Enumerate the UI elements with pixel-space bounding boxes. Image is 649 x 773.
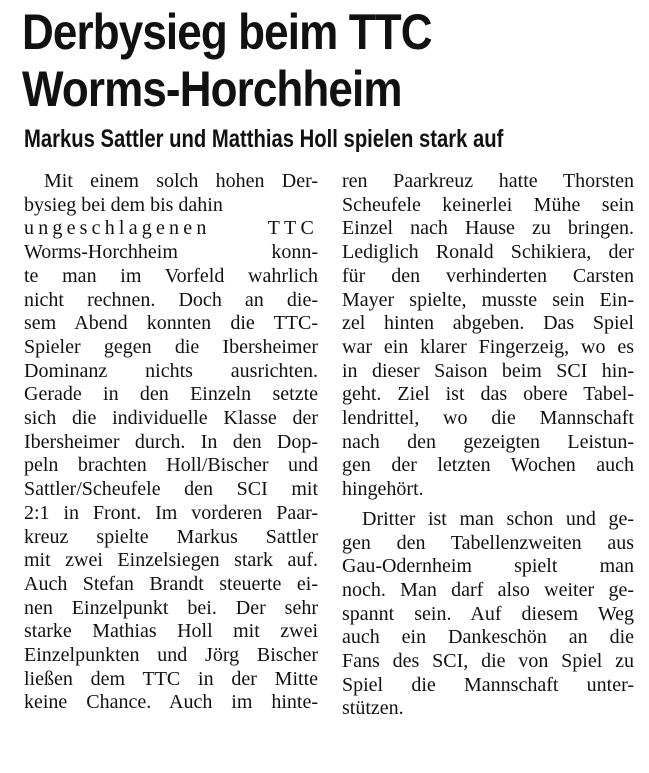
- text-line: te man im Vorfeld wahrlich: [24, 264, 318, 287]
- text-line: Mit einem solch hohen Der-: [44, 170, 318, 192]
- text-line: sich die individuelle Klasse der: [24, 407, 318, 430]
- text-line: ungeschlagenen TTC: [24, 217, 318, 240]
- text-line: Ibersheimer durch. In den Dop-: [24, 430, 318, 453]
- text-line: mit zwei Einzelsiegen stark auf.: [24, 549, 318, 572]
- headline-line: Worms-Horchheim: [22, 61, 402, 117]
- text-line: sem Abend konnten die TTC-: [24, 312, 318, 335]
- text-line: nen Einzelpunkt bei. Der sehr: [24, 596, 318, 619]
- headline: [22, 4, 568, 118]
- text-line: in dieser Saison beim SCI hin-: [342, 359, 634, 382]
- text-line: Mayer spielte, musste sein Ein-: [342, 288, 634, 311]
- subheadline: Markus Sattler und Matthias Holl spielen stark auf: [24, 125, 504, 153]
- text-line: Einzelpunkten und Jörg Bischer: [24, 644, 318, 667]
- text-line: Scheufele keinerlei Mühe sein: [342, 193, 634, 216]
- text-line: Gau-Odernheim spielt man: [342, 555, 634, 578]
- text-line: Dritter ist man schon und ge-: [362, 507, 634, 530]
- text-line: nach den gezeigten Leistun-: [342, 430, 634, 453]
- text-line: starke Mathias Holl mit zwei: [24, 620, 318, 643]
- text-line: für den verhinderten Carsten: [342, 264, 634, 287]
- text-line: keine Chance. Auch im hinte-: [24, 691, 318, 714]
- text-line: nicht rechnen. Doch an die-: [24, 288, 318, 311]
- text-line: ließen dem TTC in der Mitte: [24, 667, 318, 690]
- text-line: war ein klarer Fingerzeig, wo es: [342, 335, 634, 358]
- text-line: noch. Man darf also weiter ge-: [342, 578, 634, 601]
- text-line: auch ein Dankeschön an die: [342, 626, 634, 649]
- text-line: lendrittel, wo die Mannschaft: [342, 407, 634, 430]
- headline-line: Derbysieg beim TTC: [22, 4, 432, 60]
- text-line: gen der letzten Wochen auch: [342, 454, 634, 477]
- text-line: zel hinten abgeben. Das Spiel: [342, 312, 634, 335]
- text-line: 2:1 in Front. Im vorderen Paar-: [24, 501, 318, 524]
- text-line: geht. Ziel ist das obere Tabel-: [342, 383, 634, 406]
- text-line: ren Paarkreuz hatte Thorsten: [342, 170, 634, 192]
- text-line: Einzel nach Hause zu bringen.: [342, 217, 634, 240]
- text-line: bysieg bei dem bis dahin: [24, 193, 223, 216]
- text-line: gen den Tabellenzweiten aus: [342, 531, 634, 554]
- text-line: Gerade in den Einzeln setzte: [24, 383, 318, 406]
- text-line: peln brachten Holl/Bischer und: [24, 454, 318, 477]
- text-line: Spiel die Mannschaft unter-: [342, 673, 634, 696]
- article-column-right: [342, 170, 634, 721]
- text-line: stützen.: [342, 697, 404, 720]
- text-line: Auch Stefan Brandt steuerte ei-: [24, 572, 318, 595]
- text-line: hingehört.: [342, 478, 424, 501]
- text-line: Worms-Horchheim konn-: [24, 241, 318, 264]
- text-line: Fans des SCI, die von Spiel zu: [342, 650, 634, 673]
- text-line: kreuz spielte Markus Sattler: [24, 525, 318, 548]
- text-line: Lediglich Ronald Schikiera, der: [342, 241, 634, 264]
- text-line: Dominanz nichts ausrichten.: [24, 359, 318, 382]
- text-line: spannt sein. Auf diesem Weg: [342, 602, 634, 625]
- article-column-left: [24, 170, 318, 715]
- text-line: Spieler gegen die Ibersheimer: [24, 335, 318, 358]
- text-line: Sattler/Scheufele den SCI mit: [24, 478, 318, 501]
